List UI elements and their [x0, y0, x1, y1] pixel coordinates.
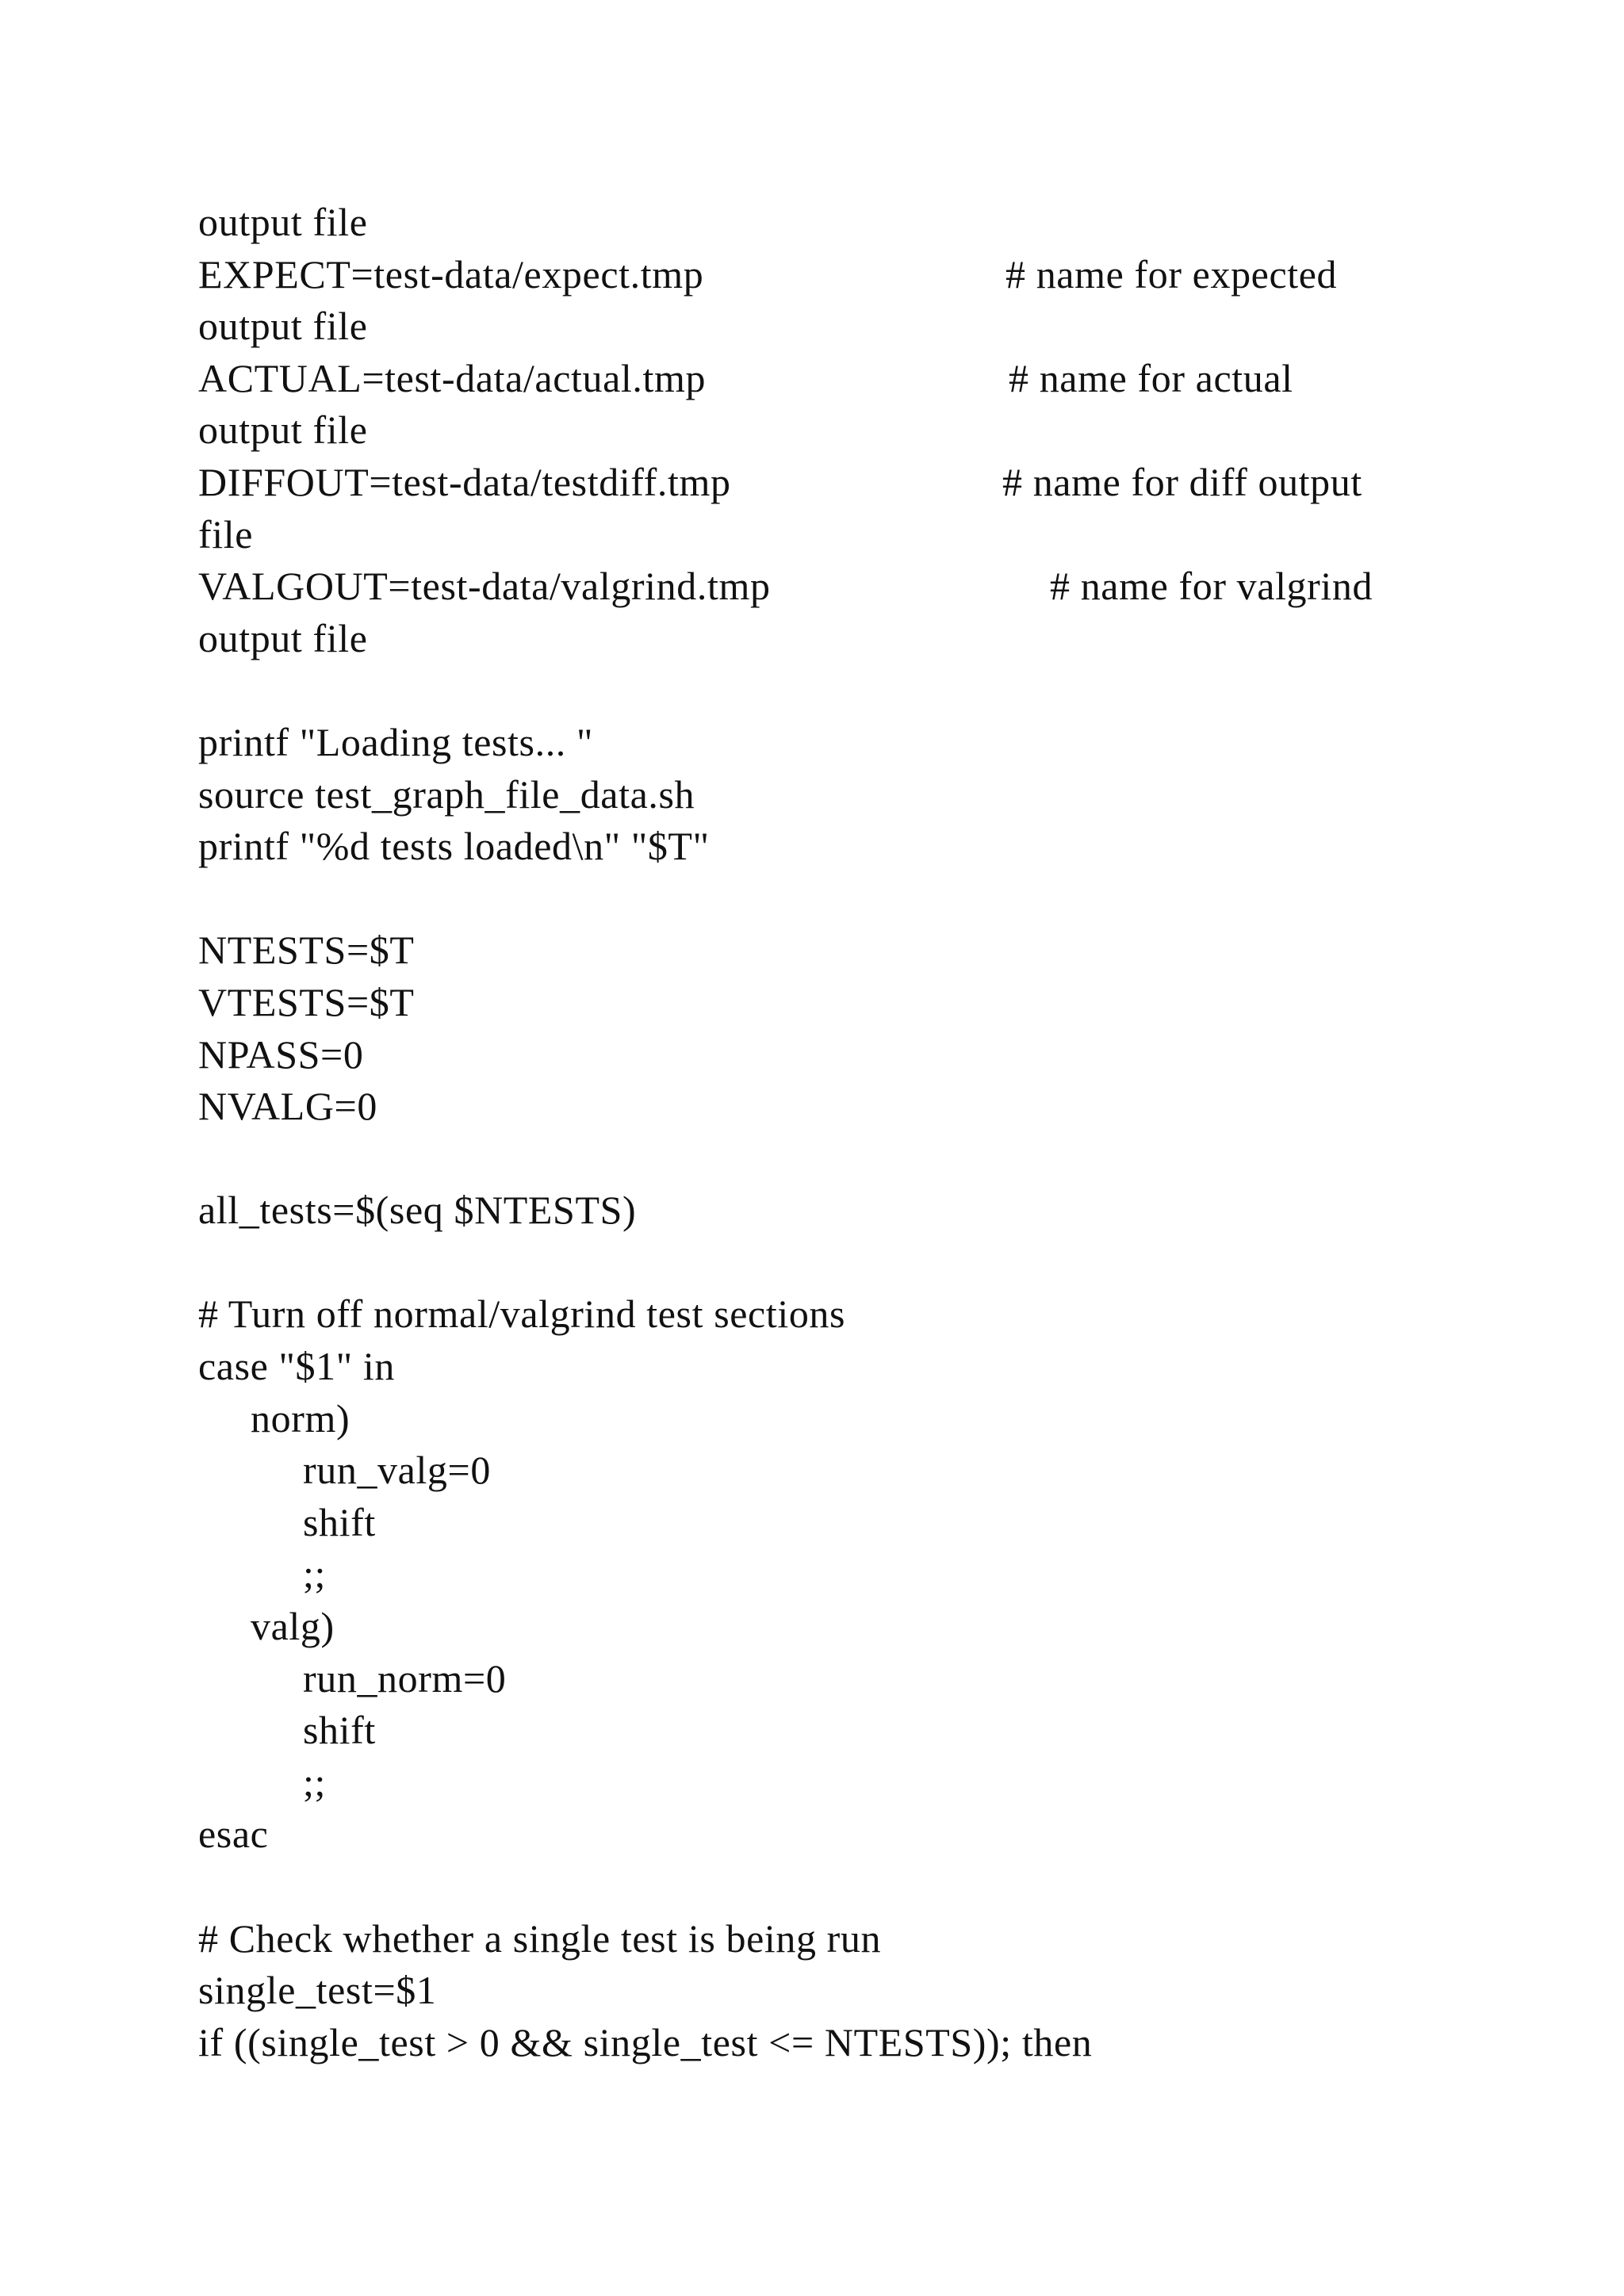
code-text: all_tests=$(seq $NTESTS)	[198, 1188, 637, 1233]
code-text: ;;	[303, 1552, 326, 1597]
code-line	[198, 1341, 1515, 1393]
blank-line	[198, 1133, 1515, 1185]
code-comment: # name for expected	[1005, 251, 1338, 297]
code-line	[198, 300, 1515, 353]
code-text: printf "%d tests loaded\n" "$T"	[198, 824, 710, 869]
code-comment: # name for valgrind	[1050, 564, 1373, 609]
code-comment: # name for diff output	[1002, 459, 1362, 504]
code-text: norm)	[251, 1395, 350, 1441]
code-text: NPASS=0	[198, 1031, 364, 1077]
code-line	[198, 249, 1515, 301]
code-line	[198, 769, 1515, 821]
code-text: ACTUAL=test-data/actual.tmp	[198, 355, 707, 400]
code-line	[198, 924, 1515, 977]
code-text: VALGOUT=test-data/valgrind.tmp	[198, 564, 771, 609]
code-text: run_valg=0	[303, 1448, 491, 1493]
code-line	[198, 353, 1515, 405]
code-line	[198, 1548, 1515, 1601]
code-comment: # name for actual	[1009, 355, 1293, 400]
code-line	[198, 1601, 1515, 1653]
code-text: valg)	[251, 1604, 335, 1649]
code-text: esac	[198, 1812, 269, 1857]
code-line	[198, 1393, 1515, 1445]
blank-line	[198, 664, 1515, 717]
code-line	[198, 404, 1515, 457]
blank-line	[198, 1861, 1515, 1913]
code-text: output file	[198, 200, 368, 244]
code-line	[198, 509, 1515, 561]
code-text: if ((single_test > 0 && single_test <= NTESTS)); then	[198, 2019, 1093, 2064]
code-line	[198, 1705, 1515, 1757]
code-listing	[198, 197, 1515, 2068]
code-text: source test_graph_file_data.sh	[198, 771, 695, 817]
code-text: shift	[303, 1708, 376, 1753]
code-line	[198, 1081, 1515, 1133]
code-line	[198, 1965, 1515, 2017]
code-text: file	[198, 511, 254, 557]
code-text: EXPECT=test-data/expect.tmp	[198, 251, 704, 297]
code-line	[198, 1184, 1515, 1237]
code-line	[198, 1029, 1515, 1081]
code-line	[198, 717, 1515, 769]
code-line	[198, 2017, 1515, 2069]
code-line	[198, 977, 1515, 1029]
code-text: output file	[198, 304, 368, 349]
blank-line	[198, 873, 1515, 925]
code-text: shift	[303, 1499, 376, 1544]
code-text: single_test=$1	[198, 1968, 437, 2013]
code-text: run_norm=0	[303, 1655, 507, 1701]
code-text: # Check whether a single test is being run	[198, 1915, 882, 1961]
code-line	[198, 1808, 1515, 1861]
code-line	[198, 197, 1515, 249]
code-text: case "$1" in	[198, 1344, 395, 1389]
code-line	[198, 1757, 1515, 1809]
code-text: VTESTS=$T	[198, 979, 415, 1024]
code-text: DIFFOUT=test-data/testdiff.tmp	[198, 459, 731, 504]
code-text: # Turn off normal/valgrind test sections	[198, 1292, 846, 1337]
code-text: output file	[198, 615, 368, 660]
code-text: ;;	[303, 1759, 326, 1804]
code-line	[198, 1913, 1515, 1965]
code-line	[198, 1445, 1515, 1497]
code-line	[198, 821, 1515, 873]
code-line	[198, 1653, 1515, 1705]
code-text: NTESTS=$T	[198, 928, 415, 973]
code-line	[198, 1288, 1515, 1341]
blank-line	[198, 1237, 1515, 1289]
code-line	[198, 613, 1515, 665]
code-text: NVALG=0	[198, 1084, 377, 1129]
code-line	[198, 1497, 1515, 1549]
code-line	[198, 457, 1515, 509]
code-line	[198, 561, 1515, 613]
code-text: output file	[198, 408, 368, 453]
code-text: printf "Loading tests... "	[198, 719, 594, 764]
